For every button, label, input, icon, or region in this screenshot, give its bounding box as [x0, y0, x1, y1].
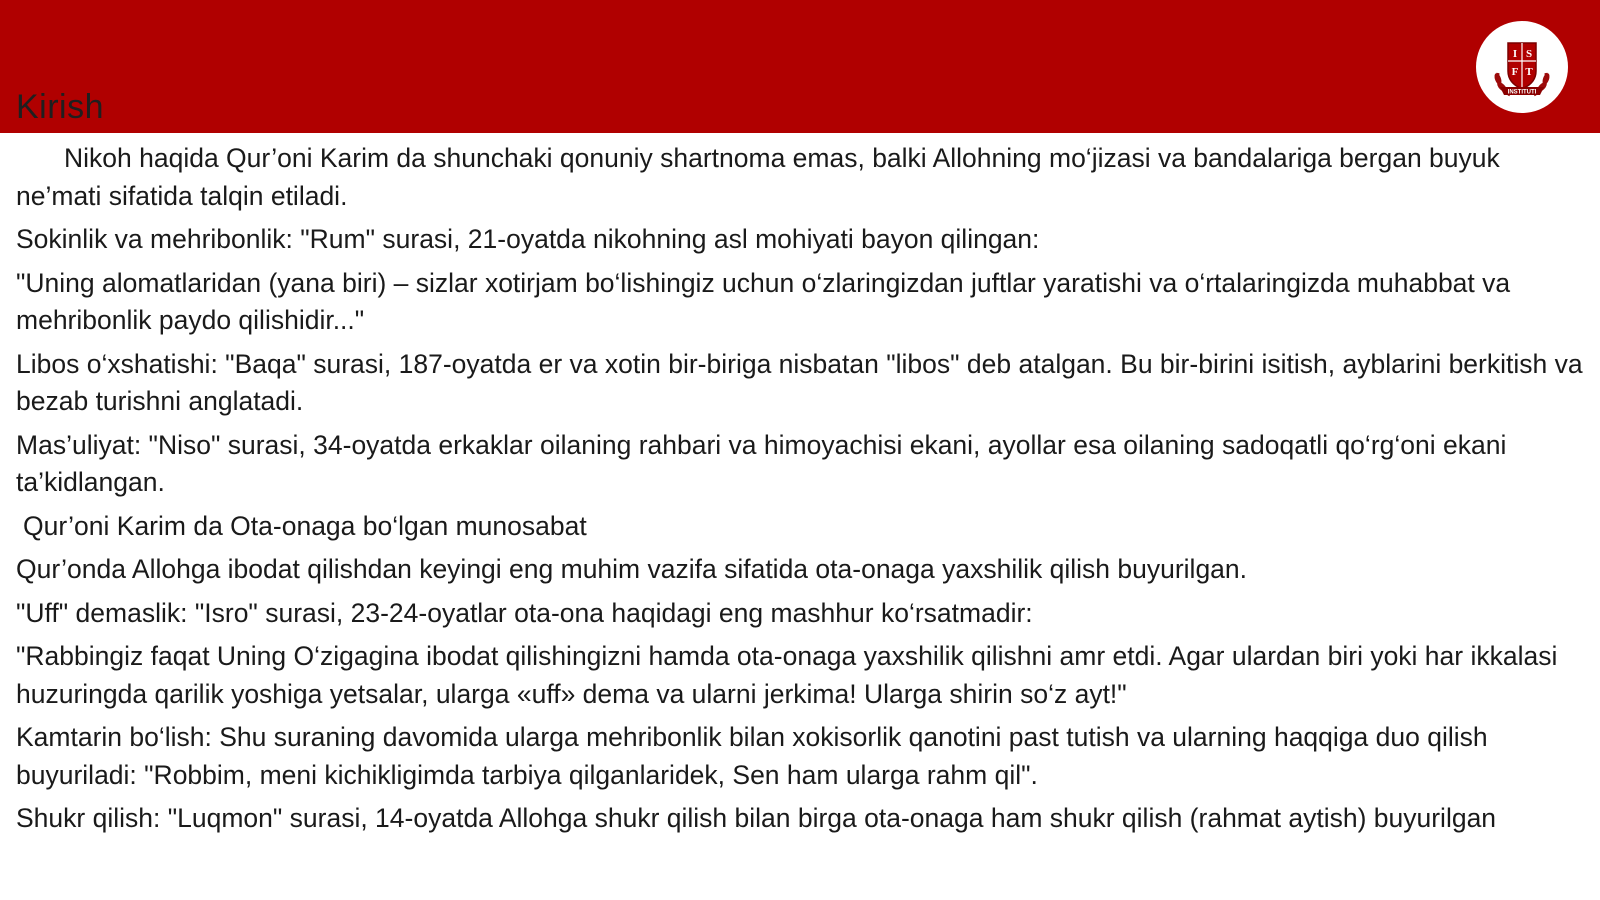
svg-text:T: T [1525, 66, 1533, 78]
paragraph-rum: Sokinlik va mehribonlik: "Rum" surasi, 21-oyatda nikohning asl mohiyati bayon qilingan: [16, 224, 1040, 254]
paragraph-luqmon: Shukr qilish: "Luqmon" surasi, 14-oyatda Allohga shukr qilish bilan birga ota-onaga ham shukr qilish (rahmat aytish) buyurilgan [16, 803, 1497, 833]
isft-institute-logo-icon [1476, 21, 1568, 113]
slide-body [16, 140, 1586, 844]
section-heading-parents: Qur’oni Karim da Ota-onaga bo‘lgan munosabat [23, 510, 587, 541]
paragraph-isro-quote: "Rabbingiz faqat Uning O‘zigagina ibodat qilishingizni hamda ota-onaga yaxshilik qilishni amr etdi. Agar ulardan biri yoki har ikkalasi huzuringda qarilik yoshiga yetsalar, ularga «uff» dema va ularni jerkima! Ularga shirin so‘z ayt!" [16, 641, 1558, 709]
paragraph-rum-quote: "Uning alomatlaridan (yana biri) – sizlar xotirjam bo‘lishingiz uchun o‘zlaringizdan juftlar yaratishi va o‘rtalaringizda muhabbat va mehribonlik paydo qilishidir..." [16, 267, 1511, 335]
svg-text:INSTITUTI: INSTITUTI [1507, 89, 1537, 96]
paragraph-parents-intro: Qur’onda Allohga ibodat qilishdan keyingi eng muhim vazifa sifatida ota-onaga yaxshilik qilish buyurilgan. [16, 554, 1248, 584]
svg-text:F: F [1511, 66, 1519, 78]
paragraph-intro: Nikoh haqida Qur’oni Karim da shunchaki qonuniy shartnoma emas, balki Allohning mo‘jizasi va bandalariga bergan buyuk ne’mati sifatida talqin etiladi. [16, 143, 1500, 211]
slide-title: Kirish [16, 88, 105, 126]
paragraph-isro: "Uff" demaslik: "Isro" surasi, 23-24-oyatlar ota-ona haqidagi eng mashhur ko‘rsatmadir: [16, 597, 1033, 628]
svg-text:I: I [1512, 48, 1518, 60]
header-bar [0, 0, 1600, 133]
paragraph-niso: Mas’uliyat: "Niso" surasi, 34-oyatda erkaklar oilaning rahbari va himoyachisi ekani, ayollar esa oilaning sadoqatli qo‘rg‘oni ekani ta’kidlangan. [16, 429, 1507, 497]
paragraph-humility: Kamtarin bo‘lish: Shu suraning davomida ularga mehribonlik bilan xokisorlik qanotini past tutish va ularning haqqiga duo qilish buyuriladi: "Robbim, meni kichikligimda tarbiya qilganlaridek, Sen ham ularga rahm qil". [16, 722, 1488, 790]
paragraph-baqa: Libos o‘xshatishi: "Baqa" surasi, 187-oyatda er va xotin bir-biriga nisbatan "libos" deb atalgan. Bu bir-birini isitish, ayblarini berkitish va bezab turishni anglatadi. [16, 348, 1583, 416]
logo-emblem [1476, 21, 1568, 113]
svg-text:S: S [1525, 48, 1533, 60]
